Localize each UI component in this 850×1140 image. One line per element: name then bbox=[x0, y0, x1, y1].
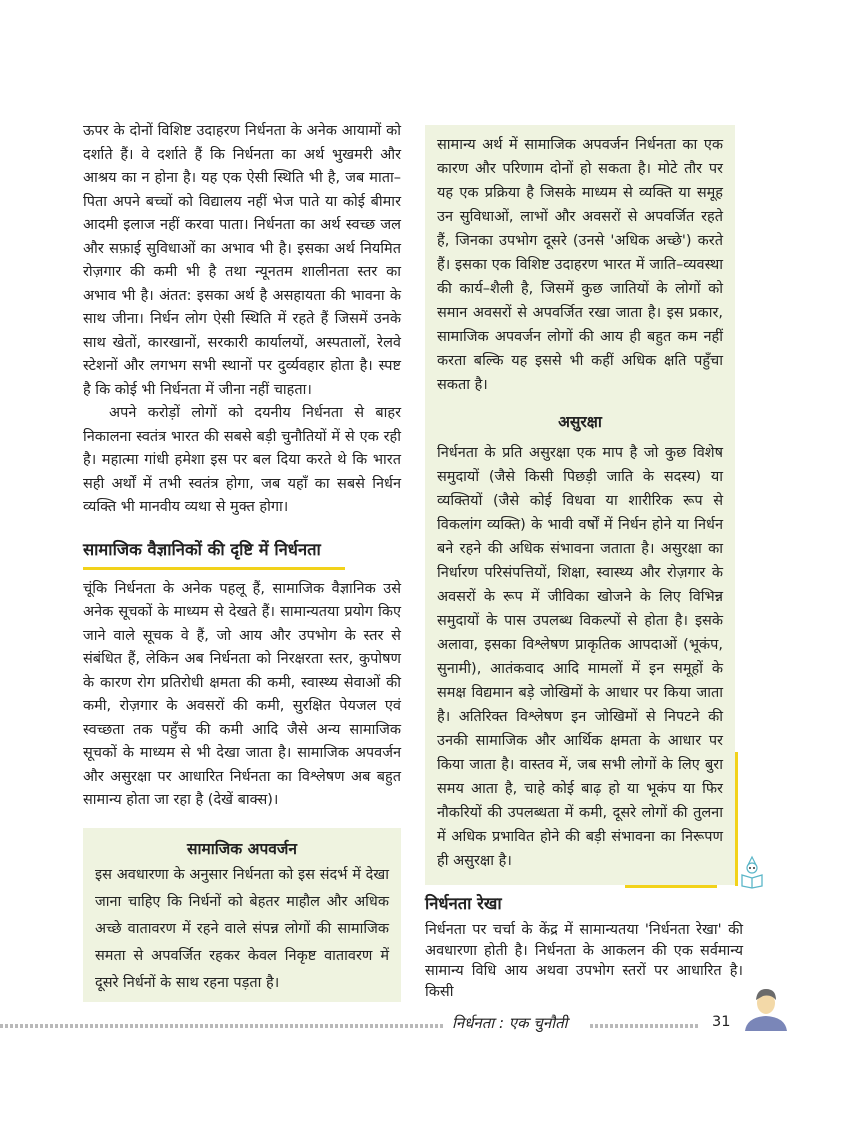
box-heading: असुरक्षा bbox=[558, 413, 602, 431]
reading-figure-icon bbox=[739, 855, 765, 889]
paragraph: चूंकि निर्धनता के अनेक पहलू हैं, सामाजिक वैज्ञानिक उसे अनेक सूचकों के माध्यम से देखते हैं। सामान्यतया प्रयोग किए जाने वाले सूचक वे हैं, जो आय और उपभोग के स्तर से संबंधित हैं, लेकिन अब निर्धनता को निरक्षरता स्तर, कुपोषण के कारण रोग प्रतिरोधी क्षमता की कमी, स्वास्थ्य सेवाओं की कमी, रोज़गार के अवसरों की कमी, सुरक्षित पेयजल एवं स्वच्छता तक पहुँच की कमी आदि जैसे अन्य सामाजिक सूचकों के माध्यम से भी देखा जाता है। सामाजिक अपवर्जन और असुरक्षा पर आधारित निर्धनता का विश्लेषण अब बहुत सामान्य होता जा रहा है (देखें बाक्स)। bbox=[83, 580, 401, 808]
chapter-title: निर्धनता : एक चुनौती bbox=[452, 1014, 568, 1032]
yellow-border-horizontal bbox=[625, 885, 717, 888]
paragraph: ऊपर के दोनों विशिष्ट उदाहरण निर्धनता के अनेक आयामों को दर्शाते हैं। वे दर्शाते हैं कि निर्धनता का अर्थ भुखमरी और आश्रय का न होना है। यह एक ऐसी स्थिति भी है, जब माता–पिता अपने बच्चों को विद्यालय नहीं भेज पाते या कोई बीमार आदमी इलाज नहीं करवा पाता। निर्धनता का अर्थ स्वच्छ जल और सफ़ाई सुविधाओं का अभाव भी है। इसका अर्थ नियमित रोज़गार की कमी भी है तथा न्यूनतम शालीनता स्तर का अभाव भी है। अंतत: इसका अर्थ है असहायता की भावना के साथ जीना। निर्धन लोग ऐसी स्थिति में रहते हैं जिसमें उनके साथ खेतों, कारखानों, सरकारी कार्यालयों, अस्पतालों, रेलवे स्टेशनों और लगभग सभी स्थानों पर दुर्व्यवहार होता है। स्पष्ट है कि कोई भी निर्धनता में जीना नहीं चाहता। bbox=[83, 123, 401, 398]
student-avatar-icon bbox=[743, 983, 789, 1031]
yellow-border-vertical bbox=[735, 752, 738, 886]
box-text: इस अवधारणा के अनुसार निर्धनता को इस संदर्भ में देखा जाना चाहिए कि निर्धनों को बेहतर माहौल और अधिक अच्छे वातावरण में रहने वाले संपन्न लोगों की सामाजिक समता से अपवर्जित रहकर केवल निकृष्ट वातावरण में दूसरे निर्धनों के साथ रहना पड़ता है। bbox=[95, 867, 389, 991]
box-text: सामान्य अर्थ में सामाजिक अपवर्जन निर्धनता का एक कारण और परिणाम दोनों हो सकता है। मोटे तौर पर यह एक प्रक्रिया है जिसके माध्यम से व्यक्ति या समूह उन सुविधाओं, लाभों और अवसरों से अपवर्जित रहते हैं, जिनका उपभोग दूसरे (उनसे 'अधिक अच्छे') करते हैं। इसका एक विशिष्ट उदाहरण भारत में जाति–व्यवस्था की कार्य–शैली है, जिसमें कुछ जातियों के लोगों को समान अवसरों से अपवर्जित रखा जाता है। इस प्रकार, सामाजिक अपवर्जन लोगों की आय ही बहुत कम नहीं करता बल्कि यह इससे भी कहीं अधिक क्षति पहुँचा सकता है। bbox=[437, 137, 723, 393]
section-heading: सामाजिक वैज्ञानिकों की दृष्टि में निर्धनता bbox=[83, 539, 321, 559]
box-text: निर्धनता के प्रति असुरक्षा एक माप है जो कुछ विशेष समुदायों (जैसे किसी पिछड़ी जाति के सदस्य) या व्यक्तियों (जैसे कोई विधवा या शारीरिक रूप से विकलांग व्यक्ति) के भावी वर्षों में निर्धन होने या निर्धन बने रहने की अधिक संभावना जताता है। असुरक्षा का निर्धारण परिसंपत्तियों, शिक्षा, स्वास्थ्य और रोज़गार के अवसरों के रूप में जीविका खोजने के लिए विभिन्न समुदायों के पास उपलब्ध विकल्पों से होता है। इसके अलावा, इसका विश्लेषण प्राकृतिक आपदाओं (भूकंप, सुनामी), आतंकवाद आदि मामलों में इन समूहों के समक्ष विद्यमान बड़े जोखिमों के आधार पर किया जाता है। अतिरिक्त विश्लेषण इन जोखिमों से निपटने की उनकी सामाजिक और आर्थिक क्षमता के आधार पर किया जाता है। वास्तव में, जब सभी लोगों के लिए बुरा समय आता है, चाहे कोई बाढ़ हो या भूकंप या फिर नौकरियों की उपलब्धता में कमी, दूसरे लोगों की तुलना में अधिक प्रभावित होने की बड़ी संभावना का निरूपण ही असुरक्षा है। bbox=[437, 445, 723, 869]
decorative-border bbox=[0, 1024, 445, 1028]
paragraph: अपने करोड़ों लोगों को दयनीय निर्धनता से बाहर निकालना स्वतंत्र भारत की सबसे बड़ी चुनौतियों में से एक रही है। महात्मा गांधी हमेशा इस पर बल दिया करते थे कि भारत सही अर्थों में तभी स्वतंत्र होगा, जब यहाँ का सबसे निर्धन व्यक्ति भी मानवीय व्यथा से मुक्त होगा। bbox=[83, 405, 401, 515]
vulnerability-box bbox=[425, 125, 735, 885]
page-number: 31 bbox=[712, 1014, 731, 1030]
social-exclusion-box bbox=[83, 828, 401, 1002]
box-heading: सामाजिक अपवर्जन bbox=[187, 840, 297, 858]
heading-underline bbox=[83, 567, 345, 570]
page-footer bbox=[0, 1010, 850, 1040]
section-heading: निर्धनता रेखा bbox=[425, 894, 502, 913]
decorative-border bbox=[590, 1024, 700, 1028]
left-column bbox=[83, 120, 401, 820]
paragraph: निर्धनता पर चर्चा के केंद्र में सामान्यतया 'निर्धनता रेखा' की अवधारणा होती है। निर्धनता के आकलन की एक सर्वमान्य सामान्य विधि आय अथवा उपभोग स्तरों पर आधारित है। किसी bbox=[425, 922, 743, 1000]
right-column-bottom bbox=[425, 890, 743, 1002]
